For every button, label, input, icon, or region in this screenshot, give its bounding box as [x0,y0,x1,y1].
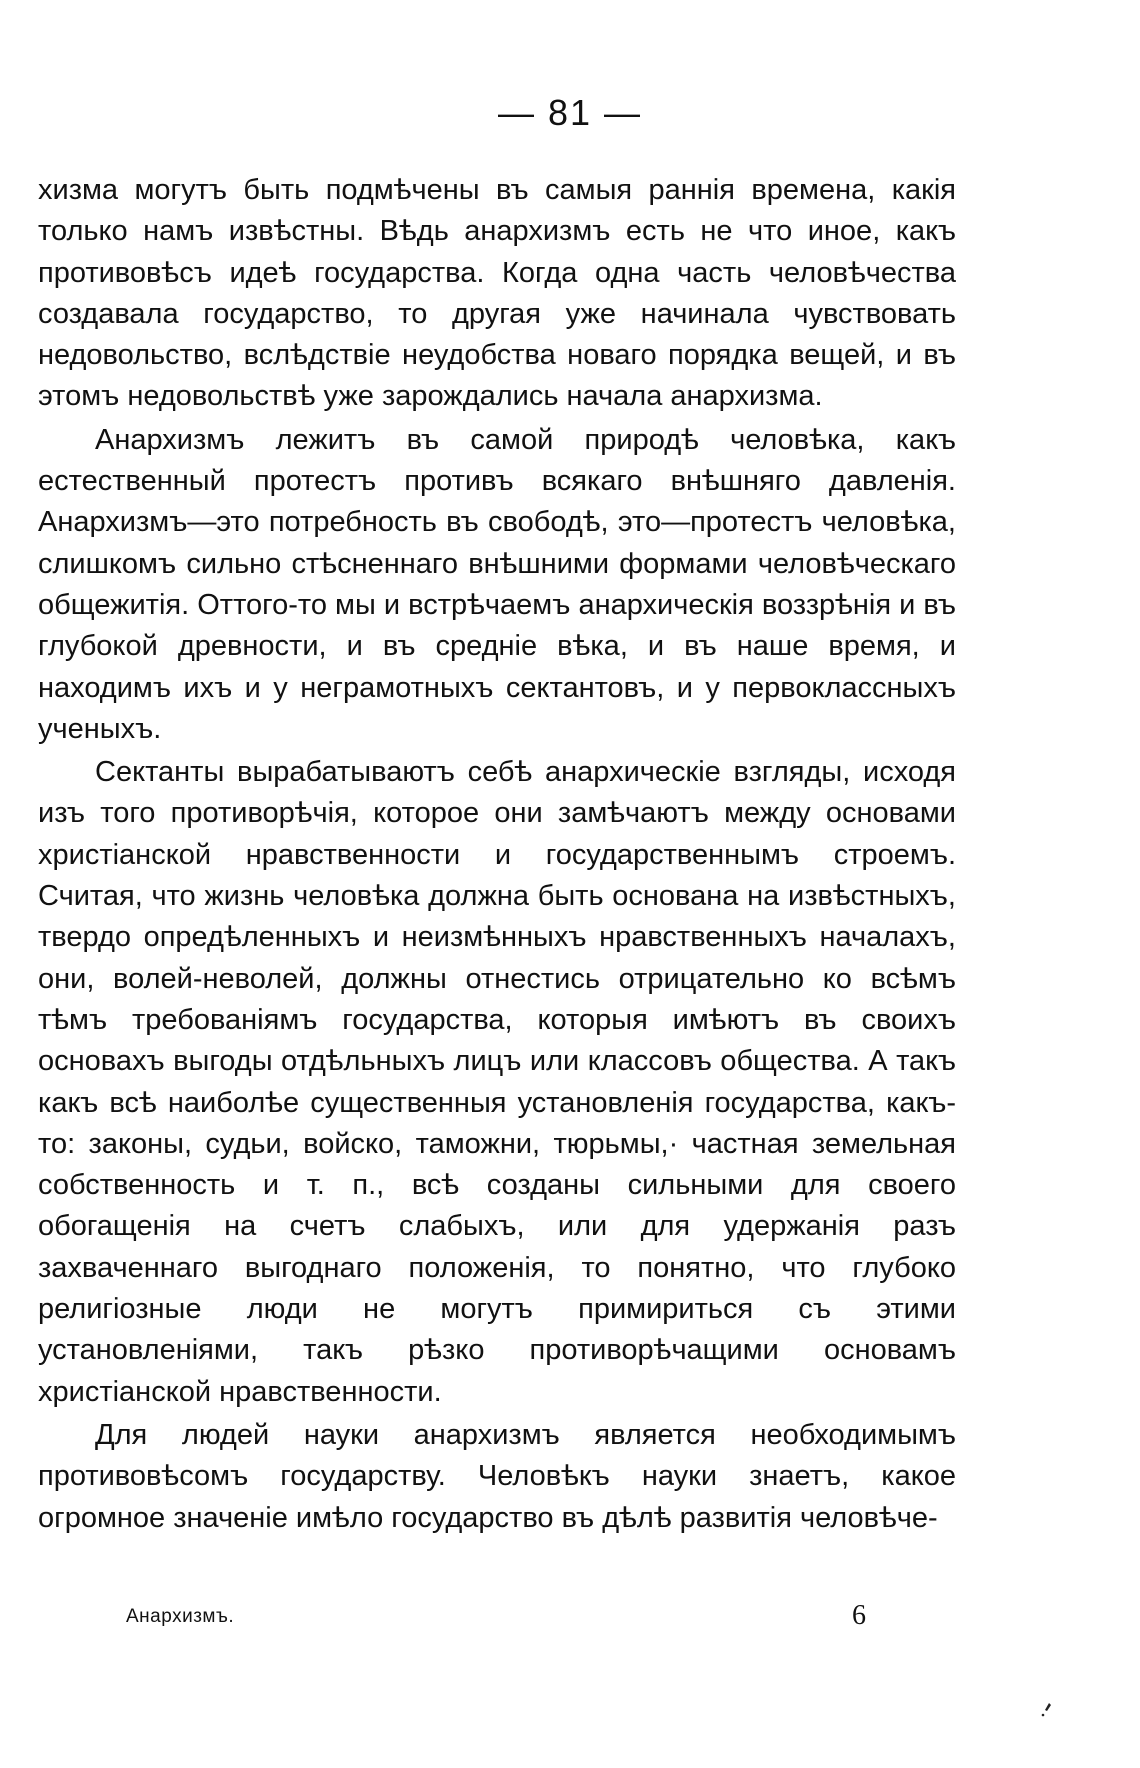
footer-signature-number: 6 [852,1600,866,1631]
page-number: — 81 — [497,92,643,133]
footer-title: Анархизмъ. [126,1606,235,1627]
body-text [38,170,956,1539]
paragraph-4: Для людей науки анархизмъ является необходимымъ противовѣсомъ государству. Человѣкъ науки знаетъ, какое огромное значеніе имѣло государство въ дѣлѣ развитія человѣче- [38,1418,956,1534]
scan-speck-mark [1040,1702,1054,1718]
paragraph-2: Анархизмъ лежитъ въ самой природѣ человѣка, какъ естественный протестъ противъ всякаго внѣшняго давленія. Анархизмъ—это потребность въ свободѣ, это—протестъ человѣка, слишкомъ сильно стѣсненнаго внѣшними формами человѣческаго общежитія. Оттого-то мы и встрѣчаемъ анархическія воззрѣнія и въ глубокой древности, и въ средніе вѣка, и въ наше время, и находимъ ихъ и у неграмотныхъ сектантовъ, и у первоклассныхъ ученыхъ. [38,423,956,745]
paragraph-1: хизма могутъ быть подмѣчены въ самыя раннія времена, какія только намъ извѣстны. Вѣдь анархизмъ есть не что иное, какъ противовѣсъ идеѣ государства. Когда одна часть человѣчества создавала государство, то другая уже начинала чувствовать недовольство, вслѣдствіе неудобства новаго порядка вещей, и въ этомъ недовольствѣ уже зарождались начала анархизма. [38,174,956,413]
page-footer [0,1600,1140,1640]
paragraph-3: Сектанты вырабатываютъ себѣ анархическіе взгляды, исходя изъ того противорѣчія, которое они замѣчаютъ между основами христіанской нравственности и государственнымъ строемъ. Считая, что жизнь человѣка должна быть основана на извѣстныхъ, твердо опредѣленныхъ и неизмѣнныхъ нравственныхъ началахъ, они, волей-неволей, должны отнестись отрицательно ко всѣмъ тѣмъ требованіямъ государства, которыя имѣютъ въ своихъ основахъ выгоды отдѣльныхъ лицъ или классовъ общества. А такъ какъ всѣ наиболѣе существенныя установленія государства, какъ-то: законы, судьи, войско, таможни, тюрьмы,· частная земельная собственность и т. п., всѣ созданы сильными для своего обогащенія на счетъ слабыхъ, или для удержанія разъ захваченнаго выгоднаго положенія, то понятно, что глубоко религіозные люди не могутъ примириться съ этими установленіями, такъ рѣзко противорѣчащими основамъ христіанской нравственности. [38,756,956,1408]
